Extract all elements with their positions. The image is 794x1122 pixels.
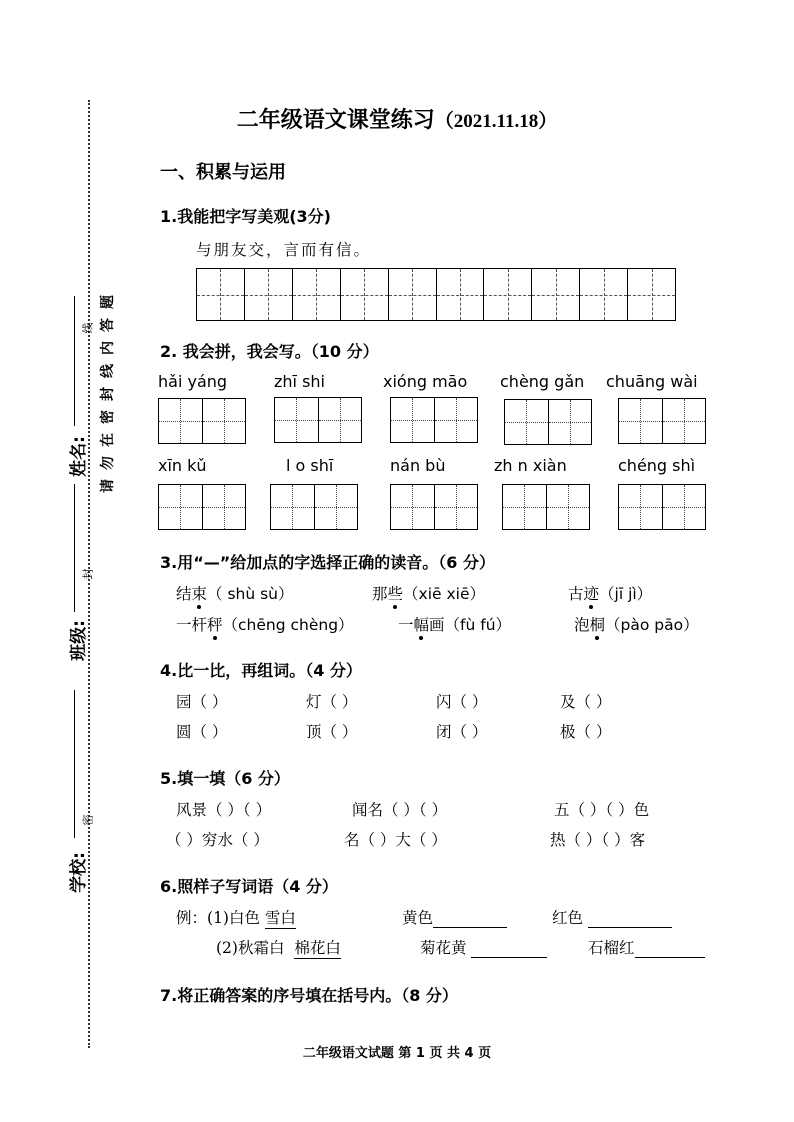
section-heading: 一、积累与运用	[160, 162, 286, 183]
answer-box[interactable]	[270, 484, 358, 530]
q6-item: 菊花黄	[420, 936, 547, 958]
q5-label: 5.填一填（6 分）	[160, 769, 290, 788]
q4-item[interactable]: 顶（ ）	[306, 723, 358, 741]
pinyin: chéng shì	[618, 456, 696, 475]
q3-item: 古迹（jī jì）	[568, 585, 653, 603]
school-blank	[74, 690, 75, 838]
answer-box[interactable]	[390, 397, 478, 443]
q1-label: 1.我能把字写美观(3分)	[160, 207, 331, 226]
answer-box[interactable]	[618, 398, 706, 444]
pinyin: chèng gǎn	[500, 372, 585, 391]
seal-mark-mi: 密	[81, 814, 95, 826]
answer-box[interactable]	[504, 399, 592, 445]
q4-item[interactable]: 闭（ ）	[436, 723, 488, 741]
pinyin: chuāng wài	[606, 372, 698, 391]
q4-label: 4.比一比，再组词。（4 分）	[160, 661, 362, 680]
answer-box[interactable]	[158, 484, 246, 530]
pinyin: xióng māo	[383, 372, 468, 391]
pinyin: hǎi yáng	[158, 372, 228, 391]
q3-item: 结束（ shù sù）	[176, 585, 294, 603]
q5-item[interactable]: 闻名（ ）（ ）	[352, 801, 448, 819]
title-text: 二年级语文课堂练习	[236, 108, 435, 133]
school-label: 学校:	[68, 852, 89, 893]
q5-item[interactable]: 名（ ）大（ ）	[344, 831, 447, 849]
answer-box[interactable]	[158, 398, 246, 444]
name-label: 姓名:	[68, 436, 89, 477]
q2-label: 2. 我会拼，我会写。（10 分）	[160, 342, 379, 361]
q5-item[interactable]: 风景（ ）（ ）	[176, 801, 272, 819]
class-blank	[74, 484, 75, 612]
q3-item: 那些（xiē xiē）	[372, 585, 485, 603]
q3-item: 一幅画（fù fú）	[398, 616, 512, 634]
q4-item[interactable]: 灯（ ）	[306, 693, 358, 711]
pinyin: zhī shi	[274, 372, 325, 391]
answer-box[interactable]	[274, 397, 362, 443]
q6-item: 红色	[552, 906, 672, 928]
q5-item[interactable]: （ ）穷水（ ）	[166, 831, 269, 849]
seal-note: 请勿在密封线内答题	[100, 286, 116, 493]
q6-item: 黄色	[402, 906, 507, 928]
page-title	[0, 103, 794, 134]
q3-item: 一杆秤（chēng chèng）	[176, 616, 354, 634]
page-footer: 二年级语文试题 第 1 页 共 4 页	[302, 1046, 492, 1061]
q5-item[interactable]: 五（ ）（ ）色	[554, 801, 650, 819]
q1-writing-grid[interactable]	[196, 268, 676, 321]
q7-label: 7.将正确答案的序号填在括号内。（8 分）	[160, 986, 458, 1005]
pinyin: l o shī	[286, 456, 334, 475]
q3-label: 3.用“—”给加点的字选择正确的读音。（6 分）	[160, 553, 495, 572]
pinyin: xīn kǔ	[158, 456, 207, 475]
pinyin: nán bù	[390, 456, 446, 475]
q6-item: 石榴红	[588, 936, 705, 958]
q6-example-2: (2)秋霜白 棉花白	[216, 936, 341, 959]
q6-label: 6.照样子写词语（4 分）	[160, 877, 338, 896]
name-blank	[74, 296, 75, 426]
seal-mark-feng: 封	[81, 568, 95, 580]
q1-sentence: 与朋友交，言而有信。	[196, 241, 372, 259]
answer-box[interactable]	[390, 484, 478, 530]
title-date: （2021.11.18）	[434, 111, 558, 132]
q6-example-1: 例：(1)白色 雪白	[176, 906, 296, 929]
pinyin: zh n xiàn	[494, 456, 567, 475]
q5-item[interactable]: 热（ ）（ ）客	[550, 831, 646, 849]
answer-box[interactable]	[618, 484, 706, 530]
q4-item[interactable]: 极（ ）	[560, 723, 612, 741]
answer-box[interactable]	[502, 484, 590, 530]
class-label: 班级:	[68, 620, 89, 661]
q3-item: 泡桐（pào pāo）	[574, 616, 699, 634]
q4-item[interactable]: 园（ ）	[176, 693, 228, 711]
q4-item[interactable]: 闪（ ）	[436, 693, 488, 711]
seal-mark-xian: 线	[81, 322, 95, 334]
q4-item[interactable]: 圆（ ）	[176, 723, 228, 741]
q4-item[interactable]: 及（ ）	[560, 693, 612, 711]
